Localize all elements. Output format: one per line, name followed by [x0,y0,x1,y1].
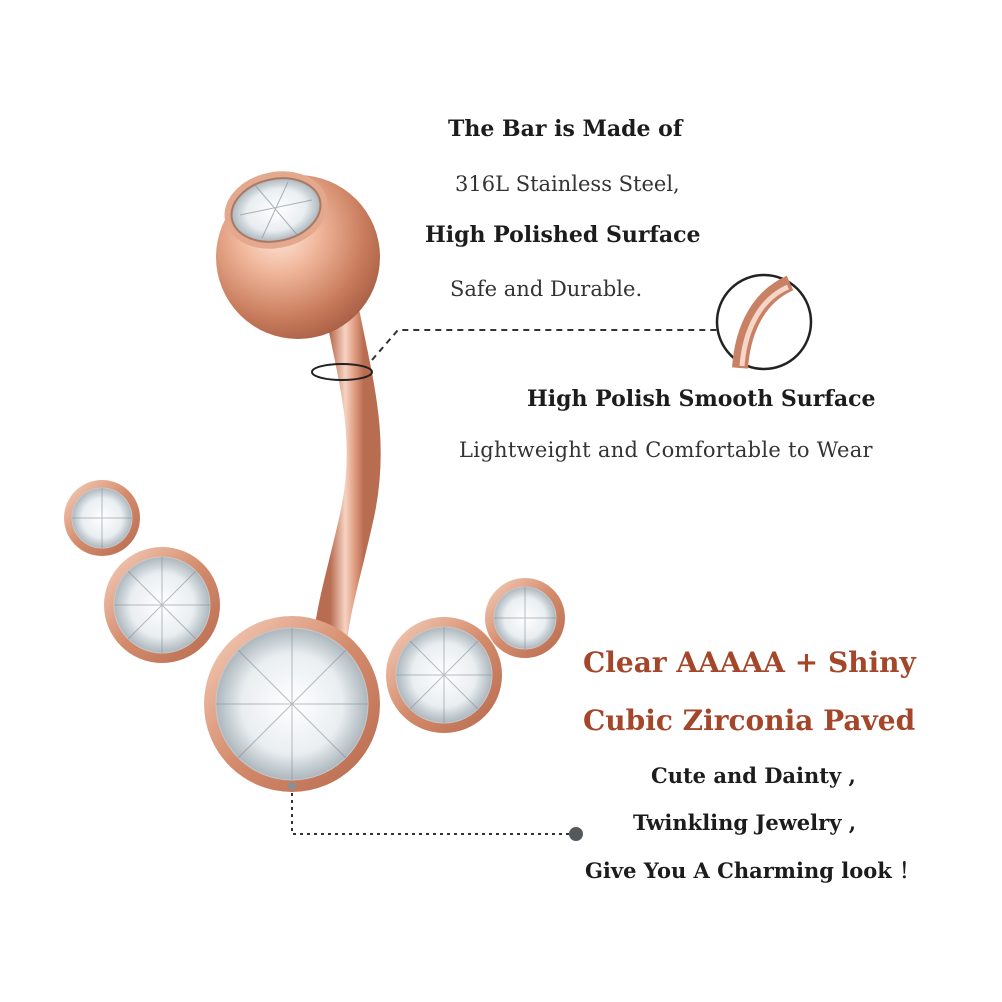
stones-line-1: Cute and Dainty , [651,763,856,788]
stones-headline-2: Cubic Zirconia Paved [583,704,916,737]
pointer-dot-icon [569,827,583,841]
surface-subtitle: Lightweight and Comfortable to Wear [459,438,873,462]
bar [330,300,364,640]
gem-setting [64,480,565,792]
stones-line-2: Twinkling Jewelry , [633,810,857,835]
surface-title: High Polish Smooth Surface [527,386,876,412]
stones-headline-1: Clear AAAAA + Shiny [583,646,916,679]
stones-line-3: Give You A Charming look ！ [585,858,921,883]
material-line-4: Safe and Durable. [450,277,643,301]
material-line-1: The Bar is Made of [448,116,683,142]
bar-closeup-icon [717,275,811,369]
material-line-3: High Polished Surface [425,222,701,248]
material-line-2: 316L Stainless Steel, [455,172,680,196]
